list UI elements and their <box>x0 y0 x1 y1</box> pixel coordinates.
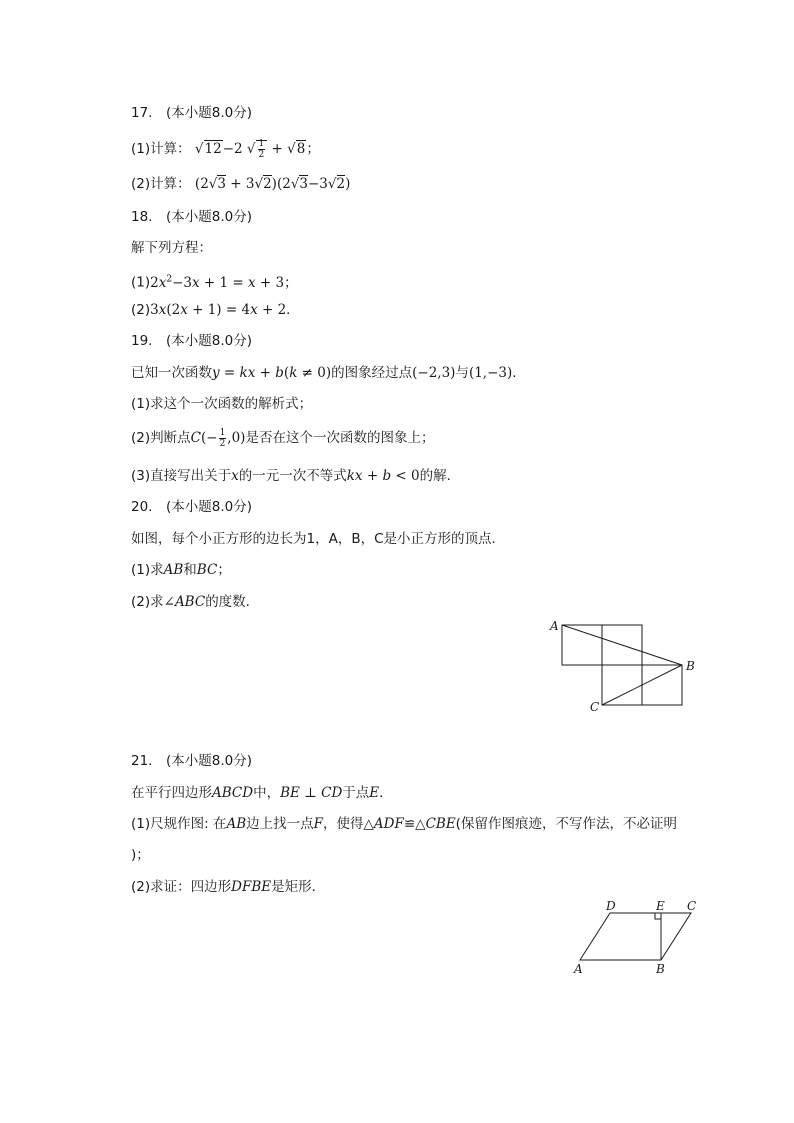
q21-part1-cont: )； <box>131 847 150 863</box>
q20-part2: (2)求∠ABC的度数． <box>131 594 260 610</box>
q21-parallelogram-figure <box>565 895 715 980</box>
q21-label-c: C <box>687 899 697 913</box>
q20-label-b: B <box>686 659 695 673</box>
q20-label-a: A <box>550 619 559 633</box>
q21-label-d: D <box>606 899 616 913</box>
q21-intro: 在平行四边形ABCD中，BE ⊥ CD于点E． <box>131 785 393 801</box>
q19-part1: (1)求这个一次函数的解析式； <box>131 396 313 412</box>
q17-part2: (2)计算： (2√3 + 3√2)(2√3−3√2) <box>131 176 351 192</box>
q18-part2: (2)3x(2x + 1) = 4x + 2． <box>131 302 300 318</box>
q18-header: 18. (本小题8.0分) <box>131 209 252 225</box>
q19-part2: (2)判断点C(− $\frac{1}{2}$ ,0)是否在这个一次函数的图象上； <box>131 428 435 449</box>
q17-header: 17. (本小题8.0分) <box>131 105 252 121</box>
q20-grid-figure <box>540 615 710 715</box>
q20-header: 20. (本小题8.0分) <box>131 499 252 515</box>
q21-label-e: E <box>656 899 665 913</box>
q20-part1: (1)求AB和BC； <box>131 562 231 578</box>
q19-intro: 已知一次函数y = kx + b(k ≠ 0)的图象经过点(−2,3)与(1,−3)． <box>131 365 526 381</box>
q17-part1: (1)计算： √12−2 √ $\frac{1}{2}$ + √8； <box>131 139 320 160</box>
q19-header: 19. (本小题8.0分) <box>131 333 252 349</box>
q21-header: 21. (本小题8.0分) <box>131 753 252 769</box>
q18-intro: 解下列方程： <box>131 240 212 256</box>
q21-label-b: B <box>656 962 665 976</box>
q20-label-c: C <box>590 700 600 714</box>
q21-label-a: A <box>574 962 583 976</box>
q18-part1: $(1)2x^2-3x + 1 = x + 3$； <box>131 274 298 291</box>
q20-intro: 如图，每个小正方形的边长为1，A，B，C是小正方形的顶点． <box>131 531 506 547</box>
q19-part3: (3)直接写出关于x的一元一次不等式kx + b < 0的解． <box>131 468 461 484</box>
q21-part1: (1)尺规作图: 在AB边上找一点F，使得△ADF≌△CBE(保留作图痕迹，不写作法，不必证明 <box>131 816 677 832</box>
q21-part2: (2)求证：四边形DFBE是矩形． <box>131 879 326 895</box>
